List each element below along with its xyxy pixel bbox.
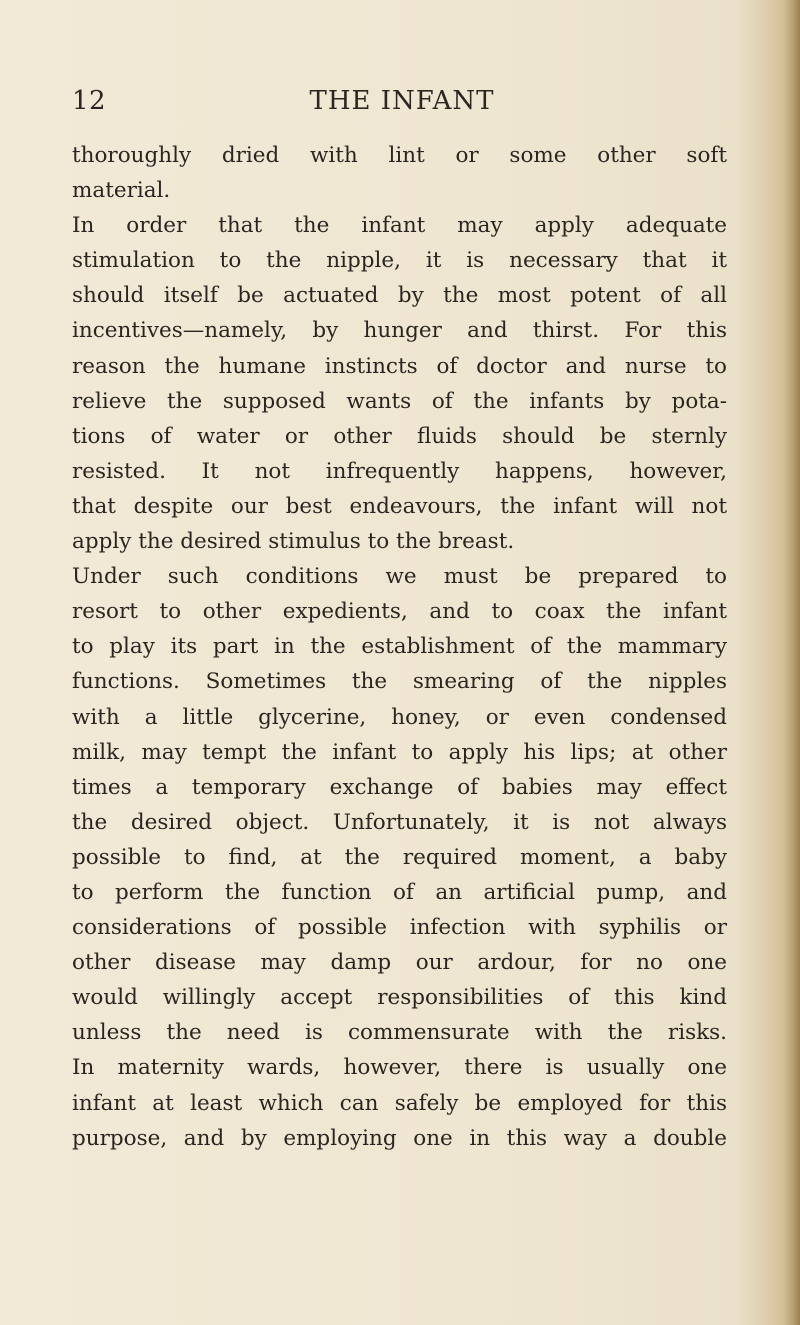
body-text — [72, 138, 727, 1156]
page-header — [72, 86, 722, 126]
text-line: resort to other expedients, and to coax the infant — [72, 599, 727, 625]
text-line: to play its part in the establishment of the mammary — [72, 634, 727, 660]
text-line: to perform the function of an artificial pump, and — [72, 879, 727, 905]
text-line: purpose, and by employing one in this way a double — [72, 1125, 727, 1151]
text-line: In maternity wards, however, there is usually one — [72, 1055, 727, 1081]
text-line: apply the desired stimulus to the breast. — [72, 529, 515, 555]
text-line: relieve the supposed wants of the infants by pota- — [72, 388, 727, 414]
text-line: In order that the infant may apply adequate — [72, 213, 727, 239]
text-line: thoroughly dried with lint or some other soft — [72, 143, 727, 168]
text-line: reason the humane instincts of doctor and nurse to — [72, 353, 727, 379]
text-line: milk, may tempt the infant to apply his lips; at other — [72, 739, 727, 765]
text-line: tions of water or other fluids should be sternly — [72, 423, 727, 449]
text-line: unless the need is commensurate with the risks. — [72, 1020, 727, 1046]
page-edge-shadow — [784, 0, 800, 1325]
text-line: material. — [72, 178, 171, 204]
text-line: resisted. It not infrequently happens, however, — [72, 458, 727, 484]
text-line: that despite our best endeavours, the infant will not — [72, 493, 727, 519]
text-line: the desired object. Unfortunately, it is not always — [72, 809, 727, 835]
text-line: would willingly accept responsibilities of this kind — [72, 985, 727, 1011]
text-line: considerations of possible infection with syphilis or — [72, 915, 727, 941]
text-line: functions. Sometimes the smearing of the nipples — [72, 669, 727, 695]
text-line: other disease may damp our ardour, for no one — [72, 950, 727, 976]
text-line: incentives—namely, by hunger and thirst. For this — [72, 318, 727, 344]
running-head: THE INFANT — [309, 86, 495, 116]
text-line: should itself be actuated by the most potent of all — [72, 283, 727, 309]
text-line: stimulation to the nipple, it is necessary that it — [72, 248, 727, 274]
text-line: with a little glycerine, honey, or even condensed — [72, 704, 727, 730]
text-line: Under such conditions we must be prepared to — [72, 564, 727, 590]
text-line: times a temporary exchange of babies may effect — [72, 774, 727, 800]
text-line: possible to find, at the required moment, a baby — [72, 844, 727, 870]
page-number: 12 — [72, 86, 107, 116]
text-line: infant at least which can safely be employed for this — [72, 1090, 727, 1116]
